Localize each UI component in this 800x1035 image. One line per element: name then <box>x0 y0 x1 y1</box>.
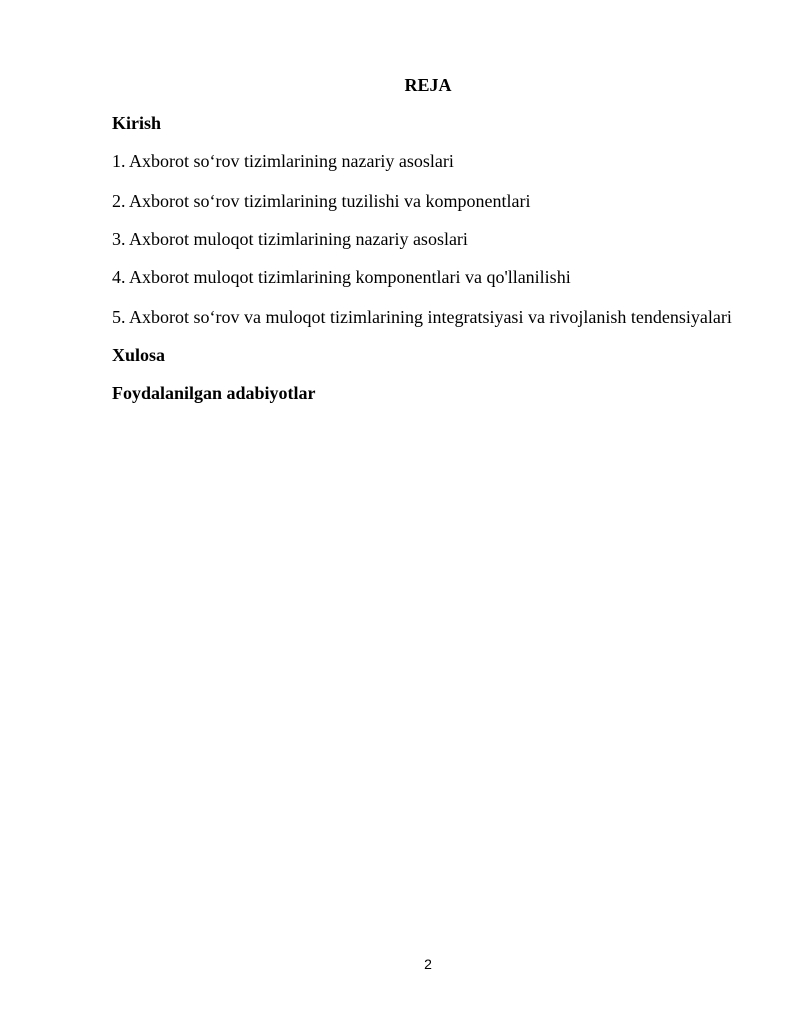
toc-item-4: 4. Axborot muloqot tizimlarining komponentlari va qo'llanilishi <box>112 267 571 287</box>
toc-item-5: 5. Axborot so‘rov va muloqot tizimlarining integratsiyasi va rivojlanish tendensiyalari <box>112 307 732 327</box>
toc-item-xulosa: Xulosa <box>112 345 166 365</box>
toc-item-3: 3. Axborot muloqot tizimlarining nazariy asoslari <box>112 229 468 249</box>
page-number: 2 <box>424 956 432 972</box>
toc-item-kirish: Kirish <box>112 113 162 133</box>
toc-item-foydalanilgan-adabiyotlar: Foydalanilgan adabiyotlar <box>112 383 316 403</box>
toc-item-1: 1. Axborot so‘rov tizimlarining nazariy asoslari <box>112 151 454 171</box>
page-title: REJA <box>404 75 452 95</box>
toc-item-2: 2. Axborot so‘rov tizimlarining tuzilishi va komponentlari <box>112 191 531 211</box>
